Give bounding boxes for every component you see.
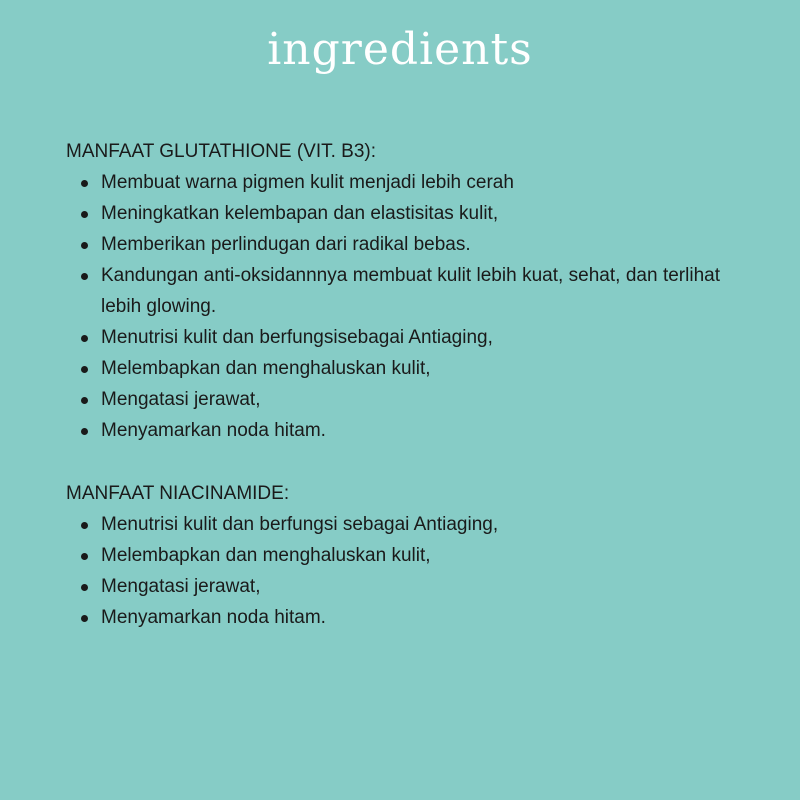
benefit-list: [66, 167, 720, 446]
list-item: Memberikan perlindugan dari radikal bebas.: [66, 229, 720, 260]
list-item: Menutrisi kulit dan berfungsisebagai Antiaging,: [66, 322, 720, 353]
section-heading: MANFAAT NIACINAMIDE:: [66, 483, 290, 504]
list-item: Membuat warna pigmen kulit menjadi lebih cerah: [66, 167, 720, 198]
list-item: Melembapkan dan menghaluskan kulit,: [66, 540, 720, 571]
list-item: Menyamarkan noda hitam.: [66, 415, 720, 446]
list-item: Mengatasi jerawat,: [66, 571, 720, 602]
niacinamide-section: [66, 478, 720, 633]
list-item: Mengatasi jerawat,: [66, 384, 720, 415]
benefit-list: [66, 509, 720, 633]
list-item: Menutrisi kulit dan berfungsi sebagai Antiaging,: [66, 509, 720, 540]
page-title: ingredients: [267, 24, 533, 75]
list-item: Menyamarkan noda hitam.: [66, 602, 720, 633]
list-item: Meningkatkan kelembapan dan elastisitas kulit,: [66, 198, 720, 229]
list-item: Melembapkan dan menghaluskan kulit,: [66, 353, 720, 384]
list-item: Kandungan anti-oksidannnya membuat kulit lebih kuat, sehat, dan terlihat lebih glowing.: [66, 260, 720, 322]
glutathione-section: [66, 136, 720, 446]
section-heading: MANFAAT GLUTATHIONE (VIT. B3):: [66, 141, 377, 162]
